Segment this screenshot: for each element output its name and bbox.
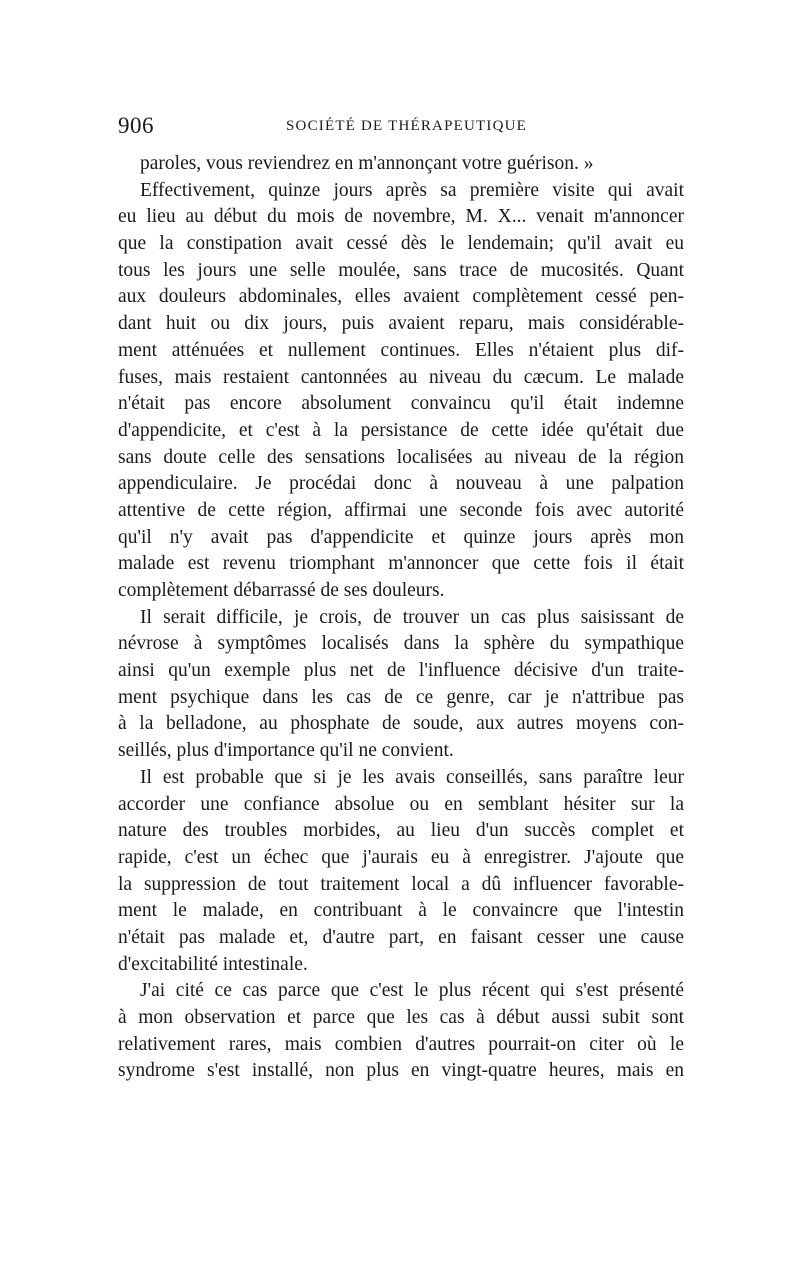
text-line: eu lieu au début du mois de novembre, M. X... venait m'annoncer [118, 206, 684, 228]
text-line: Il serait difficile, je crois, de trouver un cas plus saisissant de [140, 606, 684, 628]
running-title: SOCIÉTÉ DE THÉRAPEUTIQUE [286, 118, 528, 134]
text-line: syndrome s'est installé, non plus en vingt-quatre heures, mais en [118, 1060, 684, 1082]
text-line: ment atténuées et nullement continues. Elles n'étaient plus dif- [118, 339, 684, 361]
page-number: 906 [118, 113, 154, 138]
body-text [118, 151, 684, 1085]
text-line: appendiculaire. Je procédai donc à nouveau à une palpation [118, 473, 684, 495]
text-line: ainsi qu'un exemple plus net de l'influence décisive d'un traite- [118, 660, 684, 682]
text-line: ment psychique dans les cas de ce genre, car je n'attribue pas [118, 686, 684, 708]
text-line: seillés, plus d'importance qu'il ne convient. [118, 740, 454, 762]
page-header [118, 113, 684, 143]
text-line: aux douleurs abdominales, elles avaient complètement cessé pen- [118, 286, 684, 308]
text-line: d'excitabilité intestinale. [118, 953, 308, 975]
text-line: à la belladone, au phosphate de soude, aux autres moyens con- [118, 713, 684, 735]
text-line: tous les jours une selle moulée, sans trace de mucosités. Quant [118, 259, 684, 281]
text-line: n'était pas encore absolument convaincu qu'il était indemne [118, 393, 684, 415]
text-line: Il est probable que si je les avais conseillés, sans paraître leur [140, 766, 684, 788]
text-line: dant huit ou dix jours, puis avaient reparu, mais considérable- [118, 313, 684, 335]
text-line: accorder une confiance absolue ou en semblant hésiter sur la [118, 793, 684, 815]
text-line: complètement débarrassé de ses douleurs. [118, 580, 445, 601]
text-line: que la constipation avait cessé dès le lendemain; qu'il avait eu [118, 233, 684, 255]
text-line: Effectivement, quinze jours après sa première visite qui avait [140, 179, 684, 201]
text-line: n'était pas malade et, d'autre part, en faisant cesser une cause [118, 926, 684, 948]
text-line: ment le malade, en contribuant à le convaincre que l'intestin [118, 900, 684, 922]
text-line: à mon observation et parce que les cas à début aussi subit sont [118, 1007, 684, 1028]
text-line: sans doute celle des sensations localisées au niveau de la région [118, 446, 684, 468]
text-line: nature des troubles morbides, au lieu d'un succès complet et [118, 820, 684, 842]
text-line: rapide, c'est un échec que j'aurais eu à enregistrer. J'ajoute que [118, 846, 684, 868]
text-line: malade est revenu triomphant m'annoncer que cette fois il était [118, 553, 684, 575]
text-line: relativement rares, mais combien d'autres pourrait-on citer où le [118, 1033, 684, 1055]
text-line: J'ai cité ce cas parce que c'est le plus récent qui s'est présenté [140, 980, 684, 1002]
text-line: d'appendicite, et c'est à la persistance de cette idée qu'était due [118, 419, 684, 441]
text-line: fuses, mais restaient cantonnées au niveau du cæcum. Le malade [118, 366, 684, 388]
text-line: attentive de cette région, affirmai une seconde fois avec autorité [118, 499, 684, 521]
text-line: paroles, vous reviendrez en m'annonçant votre guérison. » [140, 153, 594, 174]
text-line: la suppression de tout traitement local a dû influencer favorable- [118, 873, 684, 895]
text-line: névrose à symptômes localisés dans la sphère du sympathique [118, 633, 684, 655]
text-line: qu'il n'y avait pas d'appendicite et quinze jours après mon [118, 526, 684, 548]
